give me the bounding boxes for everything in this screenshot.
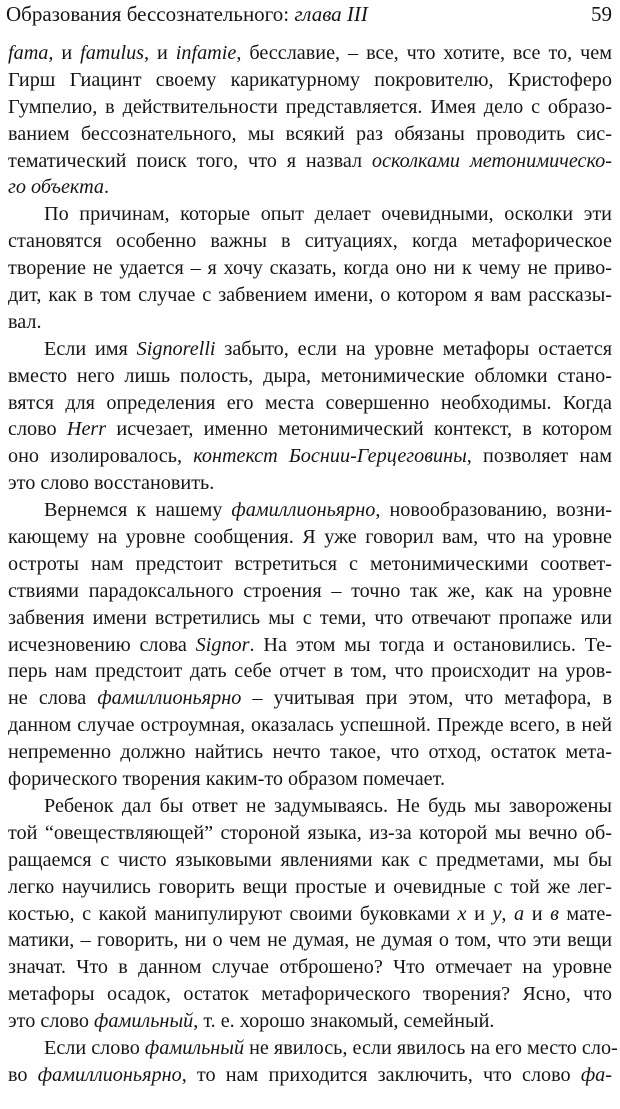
text-segment: перь нам предстоит дать себе отчет в том, что происходит на уров- xyxy=(8,660,612,683)
text-line xyxy=(8,847,612,874)
text-line xyxy=(8,255,612,282)
text-line xyxy=(8,148,612,175)
chapter-number: глава III xyxy=(294,2,368,26)
text-segment: это слово xyxy=(8,1010,95,1033)
text-line xyxy=(8,712,612,739)
italic-text: фамиллионьярно xyxy=(37,1063,182,1086)
text-line xyxy=(8,685,612,712)
text-line xyxy=(8,524,612,551)
text-segment: , позволяет нам xyxy=(466,445,612,468)
text-segment: это слово восстановить. xyxy=(8,472,215,495)
italic-text: a xyxy=(514,902,525,925)
text-segment: вал. xyxy=(8,310,42,333)
text-line xyxy=(8,632,612,659)
text-segment: – учитывая при этом, что метафора, в xyxy=(241,687,612,710)
italic-text: Signorelli xyxy=(136,337,216,360)
italic-text: осколками метонимическо- xyxy=(371,149,612,172)
text-line xyxy=(8,578,612,605)
italic-text: fama, xyxy=(8,42,54,64)
text-segment: Если слово xyxy=(44,1036,145,1059)
text-line xyxy=(8,416,612,443)
italic-text: y xyxy=(492,902,502,925)
text-segment: ствиями парадоксального строения – точно так же, как на уровне xyxy=(8,579,612,602)
running-header xyxy=(6,2,612,32)
text-line xyxy=(8,363,612,390)
text-segment: По причинам, которые опыт делает очевидными, осколки эти xyxy=(44,203,612,226)
text-segment: Если имя xyxy=(44,337,137,360)
text-segment: вятся для определения его места совершенно необходимы. Когда xyxy=(8,391,612,414)
text-segment: , то нам приходится заключить, что слово xyxy=(181,1063,581,1086)
text-segment: , бесславие, – все, что хотите, все то, чем xyxy=(236,42,612,64)
text-line xyxy=(8,40,612,67)
text-segment: не слова xyxy=(8,687,98,710)
text-segment: ванием бессознательного, мы всякий раз обязаны проводить сис- xyxy=(8,122,612,145)
text-segment: вместо него лишь полость, дыра, метонимические обломки стано- xyxy=(8,364,612,387)
text-segment: форического творения каким-то образом помечает. xyxy=(8,768,445,791)
text-segment: . xyxy=(104,176,110,199)
text-segment: и xyxy=(53,42,81,64)
text-line xyxy=(8,901,612,928)
text-segment: . На этом мы тогда и остановились. Те- xyxy=(249,633,612,656)
text-line xyxy=(8,1008,612,1035)
italic-text: famulus xyxy=(80,42,145,64)
italic-text: Signor xyxy=(195,633,250,656)
text-line xyxy=(8,336,612,363)
text-line xyxy=(8,981,612,1008)
text-segment: и xyxy=(524,902,551,925)
text-segment: мате- xyxy=(558,902,613,925)
chapter-title xyxy=(6,2,368,27)
text-line xyxy=(8,1035,618,1062)
text-segment: Вернемся к нашему xyxy=(44,499,232,522)
text-line xyxy=(8,874,612,901)
text-line xyxy=(8,174,612,201)
text-line xyxy=(8,793,612,820)
text-segment: Гирш Гиацинт своему карикатурному покровителю, Кристоферо xyxy=(8,68,612,91)
text-line xyxy=(8,766,612,793)
text-segment: метафоры осадок, остаток метафорического творения? Ясно, что xyxy=(8,983,612,1006)
text-line xyxy=(8,954,612,981)
text-line xyxy=(8,497,612,524)
text-line xyxy=(8,201,612,228)
text-segment: оно изолировалось, xyxy=(8,445,194,468)
text-segment: ращаемся с чисто языковыми явлениями как с предметами, мы бы xyxy=(8,848,612,871)
text-line xyxy=(8,309,612,336)
text-segment: не явилось, если явилось на его место сло- xyxy=(244,1036,618,1059)
page-number: 59 xyxy=(591,2,612,26)
italic-text: фамильный xyxy=(144,1036,245,1059)
text-segment: дит, как в том случае с забвением имени, о котором я вам рассказы- xyxy=(8,284,612,307)
italic-text: контекст Боснии-Герцеговины xyxy=(193,445,467,468)
text-segment: забыто, если на уровне метафоры остается xyxy=(215,337,612,360)
text-segment: , и xyxy=(144,42,176,64)
italic-text: фамиллионьярно xyxy=(97,687,242,710)
italic-text: го объекта xyxy=(8,176,105,199)
text-segment: тематический поиск того, что я назвал xyxy=(8,149,372,172)
italic-text: Herr xyxy=(66,418,107,441)
text-segment: во xyxy=(8,1063,38,1086)
text-segment: забвения имени встретились мы с теми, что отвечают пропаже или xyxy=(8,606,612,629)
text-line xyxy=(8,443,612,470)
text-segment: исчезновению слова xyxy=(8,633,196,656)
text-line xyxy=(8,1062,612,1089)
text-line xyxy=(8,228,612,255)
text-line xyxy=(8,282,612,309)
text-segment: значат. Что в данном случае отброшено? Что отмечает на уровне xyxy=(8,956,612,979)
text-line xyxy=(8,658,612,685)
text-line xyxy=(8,820,612,847)
text-segment: Гумпелио, в действительности представляется. Имея дело с образо- xyxy=(8,95,612,118)
italic-text: фамиллионьярно xyxy=(231,499,376,522)
text-segment: , xyxy=(501,902,515,925)
italic-text: фа- xyxy=(580,1063,612,1086)
text-segment: и xyxy=(466,902,493,925)
text-line xyxy=(8,67,612,94)
italic-text: x xyxy=(457,902,467,925)
text-segment: Ребенок дал бы ответ не задумываясь. Не будь мы заворожены xyxy=(44,794,612,817)
text-line xyxy=(8,927,612,954)
text-segment: , новообразованию, возни- xyxy=(375,499,612,522)
text-line xyxy=(8,739,612,766)
text-segment: костью, с какой манипулируют своими буковками xyxy=(8,902,458,925)
text-line xyxy=(8,390,612,417)
text-segment: легко научились говорить вещи простые и очевидные с той же лег- xyxy=(8,875,612,898)
text-segment: кающему на уровне сообщения. Я уже говорил вам, что на уровне xyxy=(8,526,612,549)
text-line xyxy=(8,551,612,578)
text-segment: исчезает, именно метонимический контекст, в котором xyxy=(106,418,612,441)
text-segment: той “овеществляющей” стороной языка, из-за которой мы вечно об- xyxy=(8,821,612,844)
text-segment: становятся особенно важны в ситуациях, когда метафорическое xyxy=(8,230,612,253)
text-line xyxy=(8,121,612,148)
italic-text: infamie xyxy=(175,42,237,64)
italic-text: фамильный xyxy=(94,1010,194,1033)
chapter-title-text: Образования бессознательного: xyxy=(6,2,295,26)
text-segment: слово xyxy=(8,418,67,441)
text-segment: матики, – говорить, ни о чем не думая, не думая о том, что эти вещи xyxy=(8,929,612,952)
page-body-text xyxy=(8,40,618,1089)
text-line xyxy=(8,605,612,632)
text-segment: , т. е. хорошо знакомый, семейный. xyxy=(193,1010,495,1033)
text-segment: данном случае остроумная, оказалась успешной. Прежде всего, в ней xyxy=(8,714,612,737)
text-line xyxy=(8,470,612,497)
text-segment: творение не удается – я хочу сказать, когда оно ни к чему не приво- xyxy=(8,257,612,280)
text-segment: остроты нам предстоит встретиться с метонимическими соответ- xyxy=(8,552,612,575)
text-line xyxy=(8,94,612,121)
text-segment: непременно должно найтись нечто такое, что отход, остаток мета- xyxy=(8,741,612,764)
italic-text: в xyxy=(550,902,559,925)
